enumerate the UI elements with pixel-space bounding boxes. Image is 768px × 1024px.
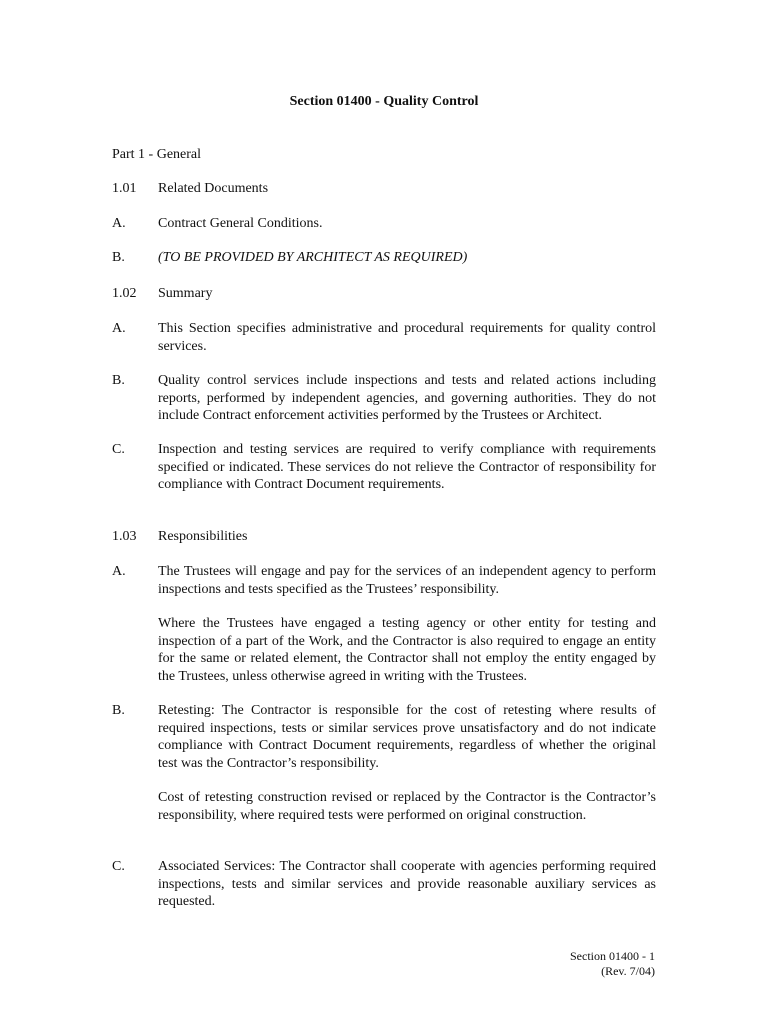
paragraph-text: The Trustees will engage and pay for the services of an independent agency to perform inspections and tests specified as the Trustees’ responsibility. [158,564,656,597]
paragraph-text: Associated Services: The Contractor shall cooperate with agencies performing required inspections, tests and similar services and provide reasonable auxiliary services as requested. [158,859,656,909]
paragraph-label: B. [112,703,125,718]
page-number: Section 01400 - 1 [570,949,655,963]
paragraph-text: Quality control services include inspections and tests and related actions including reports, performed by independent agencies, and governing authorities. They do not include Contract enforcement activities performed by the Trustees or Architect. [158,373,656,423]
section-heading: Summary [158,286,213,301]
paragraph-text: This Section specifies administrative and procedural requirements for quality control services. [158,321,656,354]
paragraph-label: A. [112,321,126,336]
paragraph-text: Retesting: The Contractor is responsible for the cost of retesting where results of required inspections, tests or similar services prove unsatisfactory and do not indicate compliance with Contract Document requirements, regardless of whether the original test was the Contractor’s responsibility. [158,703,656,771]
page-title: Section 01400 - Quality Control [289,94,479,109]
section-number: 1.02 [112,286,137,301]
paragraph-text: (TO BE PROVIDED BY ARCHITECT AS REQUIRED) [158,250,468,265]
paragraph-text: Cost of retesting construction revised or replaced by the Contractor is the Contractor’s responsibility, where required tests were performed on original construction. [158,790,656,823]
paragraph-text: Where the Trustees have engaged a testing agency or other entity for testing and inspection of a part of the Work, and the Contractor is also required to engage an entity for the same or related element, the Contractor shall not employ the entity engaged by the Trustees, unless otherwise agreed in writing with the Trustees. [158,616,656,684]
paragraph-label: C. [112,859,125,874]
paragraph-label: C. [112,442,125,457]
paragraph-label: B. [112,373,125,388]
paragraph-label: B. [112,250,125,265]
paragraph-text: Inspection and testing services are required to verify compliance with requirements specified or indicated. These services do not relieve the Contractor of responsibility for compliance with Contract Document requirements. [158,442,656,492]
section-number: 1.03 [112,529,137,544]
paragraph-label: A. [112,216,126,231]
paragraph-label: A. [112,564,126,579]
page-footer [460,949,655,979]
paragraph-text: Contract General Conditions. [158,216,323,231]
revision-date: (Rev. 7/04) [601,964,655,978]
section-heading: Related Documents [158,181,269,196]
section-heading: Responsibilities [158,529,248,544]
section-number: 1.01 [112,181,137,196]
part-heading: Part 1 - General [112,147,202,162]
